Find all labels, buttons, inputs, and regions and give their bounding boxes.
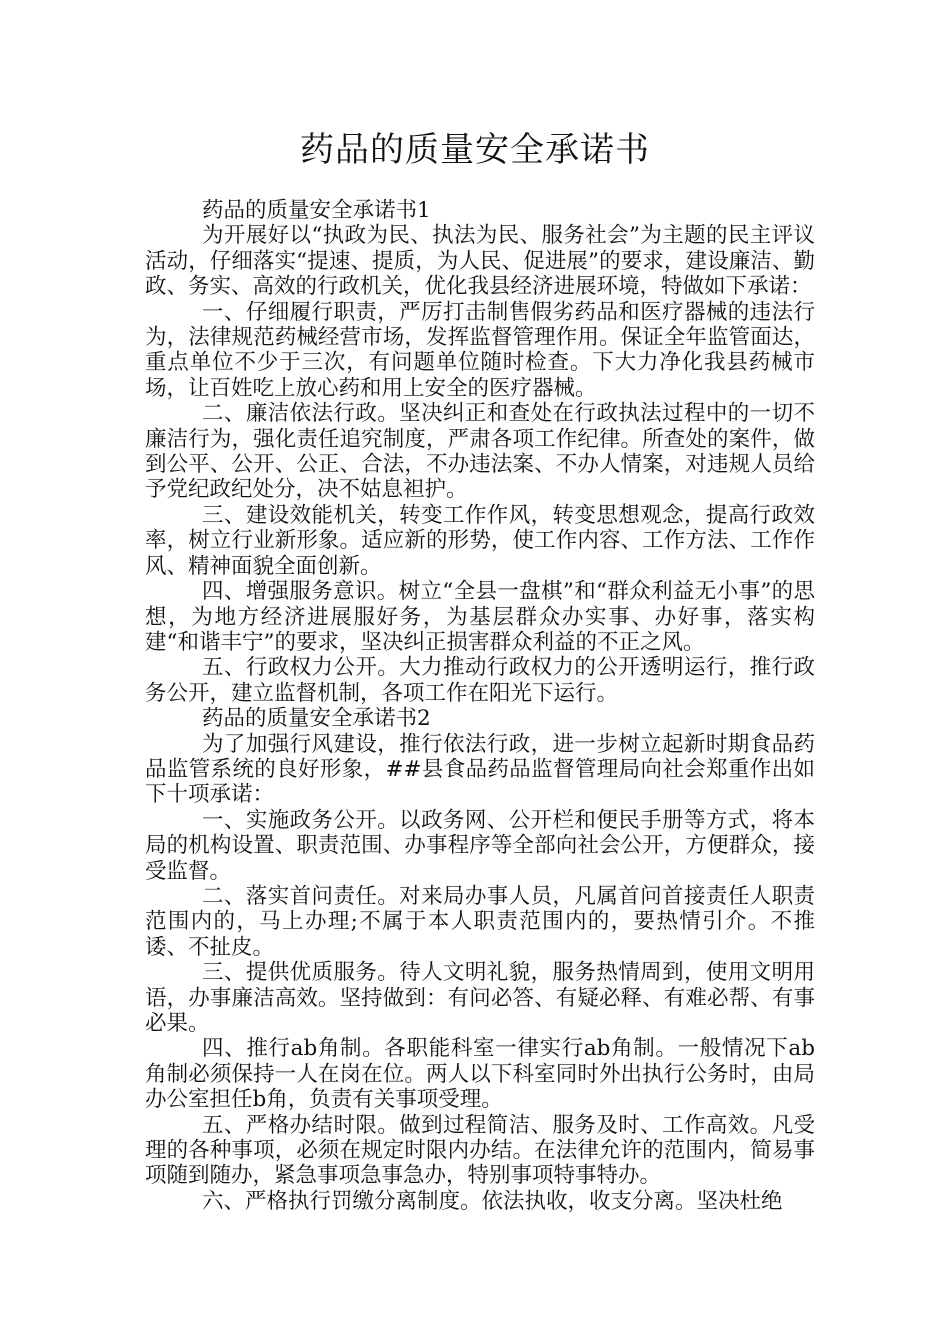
paragraph: 四、增强服务意识。树立“全县一盘棋”和“群众利益无小事”的思想，为地方经济进展服好务，为基层群众办实事、办好事，落实构建“和谐丰宁”的要求，坚决纠正损害群众利益的不正之风。: [145, 579, 815, 655]
paragraph: 二、廉洁依法行政。坚决纠正和查处在行政执法过程中的一切不廉洁行为，强化责任追究制度，严肃各项工作纪律。所查处的案件，做到公平、公开、公正、合法，不办违法案、不办人情案，对违规人员给予党纪政纪处分，决不姑息袒护。: [145, 401, 815, 503]
paragraph: 为开展好以“执政为民、执法为民、服务社会”为主题的民主评议活动，仔细落实“提速、提质，为人民、促进展”的要求，建设廉洁、勤政、务实、高效的行政机关，优化我县经济进展环境，特做如下承诺：: [145, 223, 815, 300]
paragraph: 四、推行ab角制。各职能科室一律实行ab角制。一般情况下ab角制必须保持一人在岗在位。两人以下科室同时外出执行公务时，由局办公室担任b角，负责有关事项受理。: [145, 1036, 815, 1113]
paragraph: 为了加强行风建设，推行依法行政，进一步树立起新时期食品药品监管系统的良好形象，##县食品药品监督管理局向社会郑重作出如下十项承诺：: [145, 731, 815, 808]
paragraph: 三、建设效能机关，转变工作作风，转变思想观念，提高行政效率，树立行业新形象。适应新的形势，使工作内容、工作方法、工作作风、精神面貌全面创新。: [145, 502, 815, 579]
paragraph: 一、仔细履行职责，严厉打击制售假劣药品和医疗器械的违法行为，法律规范药械经营市场，发挥监督管理作用。保证全年监管面达，重点单位不少于三次，有问题单位随时检查。下大力净化我县药械市场，让百姓吃上放心药和用上安全的医疗器械。: [145, 299, 815, 401]
paragraph: 六、严格执行罚缴分离制度。依法执收，收支分离。坚决杜绝: [202, 1188, 783, 1214]
paragraph: 五、行政权力公开。大力推动行政权力的公开透明运行，推行政务公开，建立监督机制，各项工作在阳光下运行。: [145, 655, 815, 706]
paragraph: 二、落实首问责任。对来局办事人员，凡属首问首接责任人职责范围内的，马上办理;不属于本人职责范围内的，要热情引介。不推诿、不扯皮。: [145, 883, 815, 960]
paragraph: 五、严格办结时限。做到过程简洁、服务及时、工作高效。凡受理的各种事项，必须在规定时限内办结。在法律允许的范围内，简易事项随到随办，紧急事项急事急办，特别事项特事特办。: [145, 1112, 815, 1189]
section-heading-1: 药品的质量安全承诺书1: [202, 198, 431, 223]
paragraph: 一、实施政务公开。以政务网、公开栏和便民手册等方式，将本局的机构设置、职责范围、办事程序等全部向社会公开，方便群众，接受监督。: [145, 807, 815, 884]
section-heading-2: 药品的质量安全承诺书2: [202, 706, 431, 732]
paragraph: 三、提供优质服务。待人文明礼貌，服务热情周到，使用文明用语，办事廉洁高效。坚持做到：有问必答、有疑必释、有难必帮、有事必果。: [145, 960, 815, 1036]
document-body: [145, 198, 815, 1214]
document-title: 药品的质量安全承诺书: [300, 130, 650, 170]
